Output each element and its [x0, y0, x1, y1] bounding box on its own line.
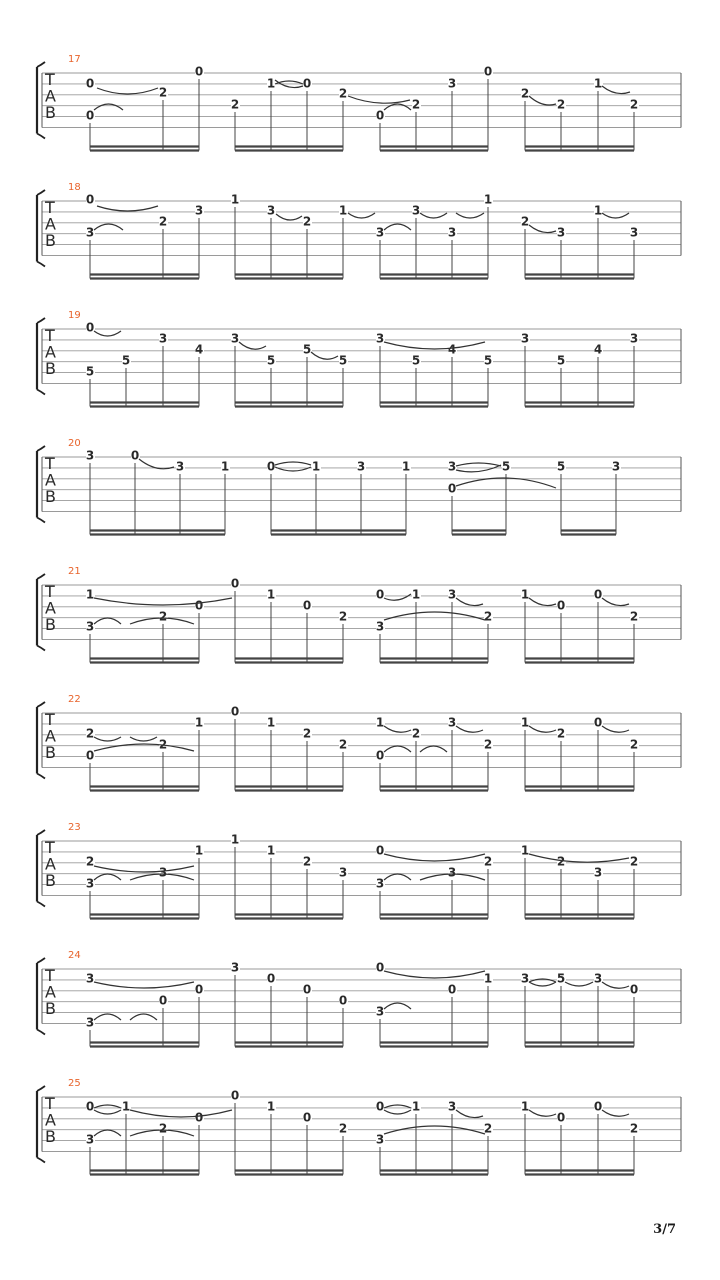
fret-number: 3 [85, 876, 95, 891]
fret-number: 3 [375, 331, 385, 346]
fret-number: 0 [375, 748, 385, 763]
fret-number: 0 [556, 598, 566, 613]
fret-number: 0 [130, 448, 140, 463]
fret-number: 3 [629, 225, 639, 240]
fret-number: 3 [230, 960, 240, 975]
fret-number: 3 [158, 331, 168, 346]
fret-number: 0 [302, 982, 312, 997]
fret-number: 3 [447, 1099, 457, 1114]
tie-arc [456, 598, 483, 606]
tie-arc [94, 618, 121, 624]
tie-arc [94, 874, 121, 880]
fret-number: 0 [447, 982, 457, 997]
bracket-hook-bottom [37, 390, 45, 395]
fret-number: 5 [266, 353, 276, 368]
fret-number: 2 [520, 214, 530, 229]
fret-number: 3 [158, 865, 168, 880]
tie-arc [384, 971, 485, 978]
tab-clef-letter: B [45, 359, 56, 378]
fret-number: 0 [483, 64, 493, 79]
tab-clef-letter: A [45, 214, 56, 234]
measure-number: 23 [68, 822, 81, 833]
fret-number: 4 [447, 342, 457, 357]
tie-arc [529, 225, 556, 233]
measure-number: 25 [68, 1078, 81, 1089]
fret-number: 5 [411, 353, 421, 368]
fret-number: 0 [593, 715, 603, 730]
tie-arc [602, 726, 629, 732]
fret-number: 3 [447, 587, 457, 602]
tie-arc [94, 331, 121, 336]
fret-number: 0 [194, 64, 204, 79]
fret-number: 0 [85, 108, 95, 123]
fret-number: 1 [483, 192, 493, 207]
tie-arc [94, 982, 194, 988]
tab-clef-letter: A [45, 342, 56, 362]
fret-number: 2 [302, 214, 312, 229]
tie-arc [602, 1110, 629, 1116]
fret-number: 5 [556, 971, 566, 986]
tab-clef-letter: T [45, 710, 55, 729]
tab-clef-letter: T [45, 582, 55, 601]
tab-clef-letter: T [45, 838, 55, 857]
fret-number: 1 [375, 715, 385, 730]
tie-arc [384, 224, 411, 230]
tab-clef-letter: T [45, 70, 55, 89]
fret-number: 1 [483, 971, 493, 986]
tab-clef-letter: A [45, 86, 56, 106]
tie-arc [602, 598, 629, 606]
tie-arc [529, 982, 556, 986]
fret-number: 3 [175, 459, 185, 474]
fret-number: 5 [302, 342, 312, 357]
fret-number: 2 [85, 726, 95, 741]
bracket-hook-top [37, 830, 45, 835]
tie-arc [275, 462, 311, 465]
tab-clef-letter: T [45, 326, 55, 345]
tie-arc [456, 465, 501, 472]
tab-clef-letter: A [45, 982, 56, 1002]
fret-number: 2 [629, 737, 639, 752]
fret-number: 0 [85, 76, 95, 91]
fret-number: 0 [375, 1099, 385, 1114]
fret-number: 5 [501, 459, 511, 474]
bracket-hook-bottom [37, 774, 45, 779]
tie-arc [529, 96, 556, 105]
fret-number: 3 [447, 225, 457, 240]
fret-number: 2 [338, 737, 348, 752]
tie-arc [384, 726, 411, 732]
fret-number: 2 [158, 85, 168, 100]
bracket-hook-bottom [37, 1158, 45, 1163]
fret-number: 2 [85, 854, 95, 869]
fret-number: 2 [338, 86, 348, 101]
page-number: 3/7 [653, 1222, 676, 1237]
tab-clef-letter: B [45, 615, 56, 634]
measure-number: 24 [68, 950, 81, 961]
tie-arc [456, 726, 483, 732]
fret-number: 0 [375, 587, 385, 602]
fret-number: 2 [483, 854, 493, 869]
fret-number: 1 [411, 1099, 421, 1114]
fret-number: 2 [302, 726, 312, 741]
fret-number: 2 [629, 854, 639, 869]
fret-number: 1 [194, 715, 204, 730]
fret-number: 2 [302, 854, 312, 869]
fret-number: 0 [266, 971, 276, 986]
tie-arc [384, 874, 411, 880]
fret-number: 1 [230, 832, 240, 847]
fret-number: 3 [375, 876, 385, 891]
fret-number: 3 [593, 865, 603, 880]
tab-clef-letter: B [45, 999, 56, 1018]
fret-number: 0 [230, 1088, 240, 1103]
tab-clef-letter: A [45, 854, 56, 874]
fret-number: 1 [266, 587, 276, 602]
fret-number: 0 [158, 993, 168, 1008]
fret-number: 3 [411, 203, 421, 218]
tie-arc [384, 594, 411, 600]
measure-number: 18 [68, 182, 81, 193]
fret-number: 0 [375, 108, 385, 123]
fret-number: 1 [520, 843, 530, 858]
fret-number: 3 [85, 619, 95, 634]
fret-number: 3 [520, 331, 530, 346]
fret-number: 5 [338, 353, 348, 368]
tab-clef-letter: B [45, 871, 56, 890]
tab-clef-letter: T [45, 454, 55, 473]
measure-number: 19 [68, 310, 81, 321]
fret-number: 2 [158, 214, 168, 229]
fret-number: 0 [85, 748, 95, 763]
fret-number: 1 [220, 459, 230, 474]
fret-number: 2 [483, 737, 493, 752]
fret-number: 1 [593, 76, 603, 91]
bracket-hook-top [37, 958, 45, 963]
fret-number: 1 [520, 587, 530, 602]
tie-arc [384, 854, 485, 861]
fret-number: 2 [483, 1121, 493, 1136]
fret-number: 3 [629, 331, 639, 346]
fret-number: 1 [338, 203, 348, 218]
fret-number: 3 [375, 1132, 385, 1147]
tie-arc [565, 982, 593, 986]
fret-number: 5 [556, 459, 566, 474]
fret-number: 3 [447, 459, 457, 474]
tie-arc [384, 342, 485, 349]
bracket-hook-top [37, 1086, 45, 1091]
bracket-hook-bottom [37, 1030, 45, 1035]
fret-number: 2 [338, 609, 348, 624]
fret-number: 3 [338, 865, 348, 880]
fret-number: 0 [85, 1099, 95, 1114]
fret-number: 4 [194, 342, 204, 357]
fret-number: 2 [411, 726, 421, 741]
fret-number: 0 [375, 960, 385, 975]
fret-number: 0 [447, 481, 457, 496]
tab-clef-letter: B [45, 103, 56, 122]
fret-number: 1 [266, 76, 276, 91]
bracket-hook-top [37, 702, 45, 707]
tab-clef-letter: A [45, 598, 56, 618]
fret-number: 3 [356, 459, 366, 474]
fret-number: 0 [85, 320, 95, 335]
fret-number: 5 [556, 353, 566, 368]
fret-number: 0 [194, 598, 204, 613]
tab-clef-letter: A [45, 726, 56, 746]
tab-clef-letter: A [45, 1110, 56, 1130]
fret-number: 0 [230, 704, 240, 719]
tab-clef-letter: A [45, 470, 56, 490]
fret-number: 2 [411, 97, 421, 112]
bracket-hook-top [37, 318, 45, 323]
fret-number: 2 [629, 609, 639, 624]
tab-clef-letter: B [45, 487, 56, 506]
fret-number: 3 [447, 715, 457, 730]
fret-number: 1 [85, 587, 95, 602]
tie-arc [348, 96, 410, 103]
tie-arc [456, 213, 484, 218]
fret-number: 0 [375, 843, 385, 858]
tie-arc [384, 746, 411, 752]
tab-clef-letter: B [45, 743, 56, 762]
tie-arc [94, 598, 232, 605]
fret-number: 3 [520, 971, 530, 986]
tie-arc [94, 737, 121, 741]
fret-number: 0 [302, 76, 312, 91]
bracket-hook-bottom [37, 134, 45, 139]
fret-number: 5 [483, 353, 493, 368]
tie-arc [94, 1110, 121, 1114]
tie-arc [384, 104, 411, 110]
tie-arc [239, 342, 266, 349]
fret-number: 1 [266, 843, 276, 858]
fret-number: 3 [447, 76, 457, 91]
tie-arc [348, 213, 375, 218]
fret-number: 2 [556, 97, 566, 112]
fret-number: 3 [593, 971, 603, 986]
measure-number: 22 [68, 694, 81, 705]
fret-number: 3 [85, 971, 95, 986]
fret-number: 3 [194, 203, 204, 218]
fret-number: 2 [483, 609, 493, 624]
tie-arc [130, 737, 157, 741]
fret-number: 1 [311, 459, 321, 474]
fret-number: 0 [556, 1110, 566, 1125]
fret-number: 0 [302, 598, 312, 613]
fret-number: 2 [520, 86, 530, 101]
fret-number: 2 [158, 737, 168, 752]
bracket-hook-top [37, 190, 45, 195]
fret-number: 1 [401, 459, 411, 474]
fret-number: 3 [556, 225, 566, 240]
tie-arc [97, 88, 158, 94]
fret-number: 3 [85, 1132, 95, 1147]
measure-number: 17 [68, 54, 81, 65]
tie-arc [602, 86, 630, 94]
fret-number: 0 [266, 459, 276, 474]
fret-number: 0 [593, 1099, 603, 1114]
tie-arc [276, 214, 302, 220]
bracket-hook-bottom [37, 518, 45, 523]
bracket-hook-bottom [37, 902, 45, 907]
tie-arc [94, 104, 123, 110]
fret-number: 2 [338, 1121, 348, 1136]
fret-number: 2 [556, 854, 566, 869]
fret-number: 0 [194, 982, 204, 997]
fret-number: 3 [85, 448, 95, 463]
tie-arc [456, 1110, 483, 1118]
tie-arc [420, 746, 447, 752]
tie-arc [94, 866, 194, 872]
tie-arc [130, 1110, 232, 1117]
tie-arc [384, 612, 485, 620]
fret-number: 1 [593, 203, 603, 218]
fret-number: 3 [611, 459, 621, 474]
tie-arc [130, 1014, 157, 1020]
tie-arc [529, 726, 556, 732]
tie-arc [384, 1003, 411, 1009]
tie-arc [311, 352, 338, 359]
tie-arc [456, 463, 501, 466]
tie-arc [529, 854, 629, 862]
tie-arc [384, 1110, 411, 1114]
fret-number: 0 [85, 192, 95, 207]
tie-arc [94, 224, 123, 230]
tie-arc [529, 598, 556, 606]
fret-number: 2 [158, 609, 168, 624]
fret-number: 0 [230, 576, 240, 591]
tie-arc [602, 213, 629, 218]
fret-number: 3 [375, 225, 385, 240]
tie-arc [602, 982, 629, 988]
fret-number: 5 [85, 364, 95, 379]
tab-clef-letter: B [45, 231, 56, 250]
fret-number: 2 [158, 1121, 168, 1136]
fret-number: 5 [121, 353, 131, 368]
tab-clef-letter: B [45, 1127, 56, 1146]
fret-number: 1 [266, 1099, 276, 1114]
fret-number: 1 [194, 843, 204, 858]
tab-clef-letter: T [45, 1094, 55, 1113]
tie-arc [97, 206, 158, 211]
fret-number: 3 [375, 1004, 385, 1019]
fret-number: 1 [520, 1099, 530, 1114]
fret-number: 3 [85, 225, 95, 240]
bracket-hook-top [37, 62, 45, 67]
measure-number: 21 [68, 566, 81, 577]
tab-clef-letter: T [45, 966, 55, 985]
fret-number: 2 [230, 97, 240, 112]
fret-number: 1 [520, 715, 530, 730]
fret-number: 0 [338, 993, 348, 1008]
tie-arc [94, 1130, 121, 1136]
fret-number: 2 [629, 1121, 639, 1136]
measure-number: 20 [68, 438, 81, 449]
fret-number: 4 [593, 342, 603, 357]
fret-number: 1 [411, 587, 421, 602]
bracket-hook-top [37, 446, 45, 451]
fret-number: 0 [629, 982, 639, 997]
tie-arc [420, 213, 447, 218]
fret-number: 2 [629, 97, 639, 112]
bracket-hook-top [37, 574, 45, 579]
tab-clef-letter: T [45, 198, 55, 217]
fret-number: 0 [593, 587, 603, 602]
bracket-hook-bottom [37, 262, 45, 267]
fret-number: 1 [266, 715, 276, 730]
fret-number: 3 [230, 331, 240, 346]
tie-arc [94, 744, 194, 751]
fret-number: 3 [375, 619, 385, 634]
fret-number: 3 [85, 1015, 95, 1030]
tie-arc [94, 1014, 121, 1020]
fret-number: 1 [230, 192, 240, 207]
fret-number: 2 [556, 726, 566, 741]
fret-number: 3 [266, 203, 276, 218]
fret-number: 0 [302, 1110, 312, 1125]
tie-arc [529, 1110, 556, 1116]
bracket-hook-bottom [37, 646, 45, 651]
fret-number: 0 [194, 1110, 204, 1125]
fret-number: 1 [121, 1099, 131, 1114]
tie-arc [139, 459, 174, 469]
fret-number: 3 [447, 865, 457, 880]
